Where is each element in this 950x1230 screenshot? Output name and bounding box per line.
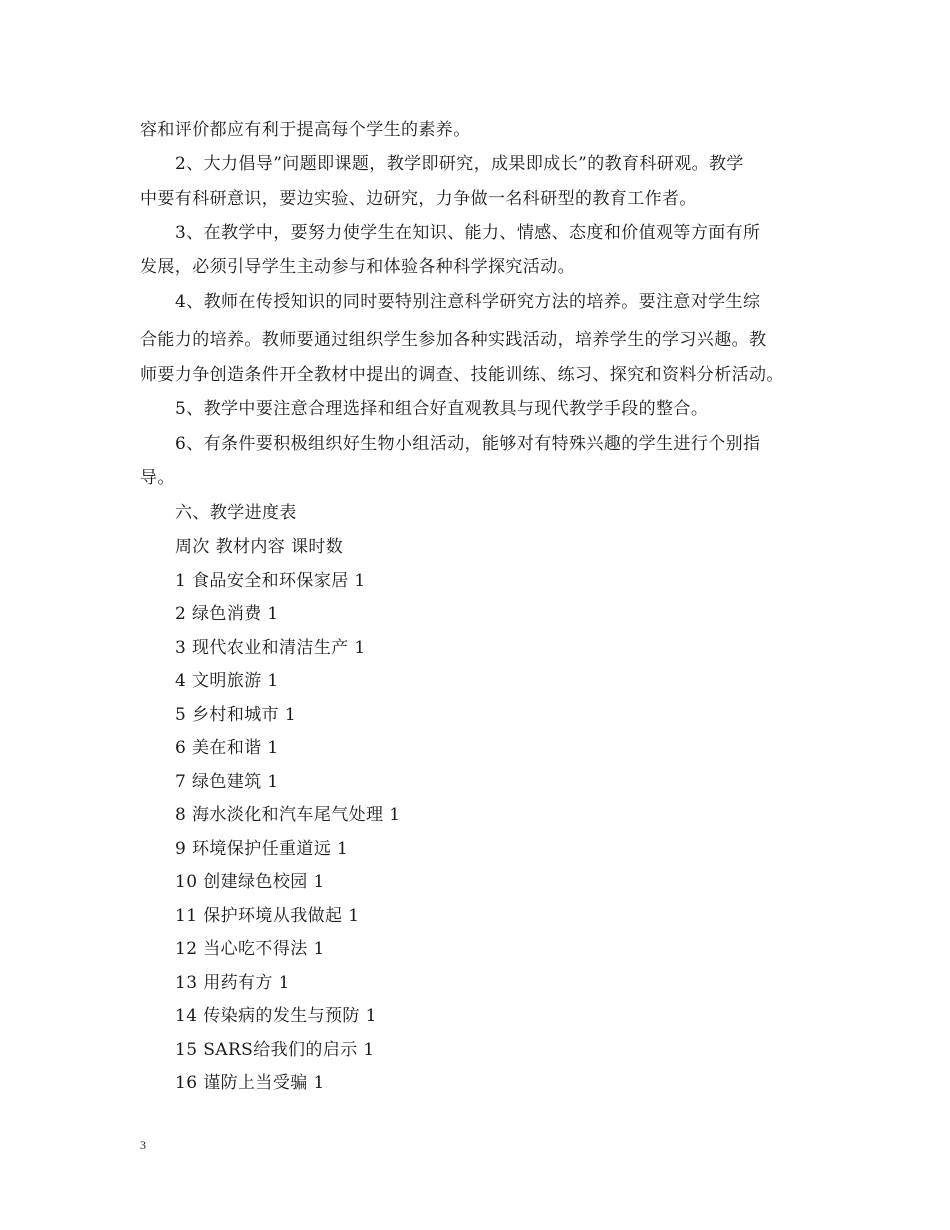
page-number: 3 [140, 1138, 146, 1152]
schedule-row: 5 乡村和城市 1 [175, 705, 297, 725]
body-line: 3、在教学中，要努力使学生在知识、能力、情感、态度和价值观等方面有所 [175, 223, 761, 243]
schedule-row: 2 绿色消费 1 [175, 604, 279, 624]
schedule-row: 14 传染病的发生与预防 1 [175, 1006, 377, 1026]
schedule-row: 8 海水淡化和汽车尾气处理 1 [175, 805, 401, 825]
schedule-header: 周次 教材内容 课时数 [175, 537, 344, 557]
schedule-row: 9 环境保护任重道远 1 [175, 839, 349, 859]
body-line: 发展，必须引导学生主动参与和体验各种科学探究活动。 [140, 257, 575, 277]
body-line: 4、教师在传授知识的同时要特别注意科学研究方法的培养。要注意对学生综 [175, 292, 761, 312]
body-line: 2、大力倡导”问题即课题，教学即研究，成果即成长”的教育科研观。教学 [175, 154, 744, 174]
schedule-row: 11 保护环境从我做起 1 [175, 906, 360, 926]
schedule-row: 1 食品安全和环保家居 1 [175, 571, 366, 591]
schedule-row: 10 创建绿色校园 1 [175, 872, 325, 892]
body-line: 中要有科研意识，要边实验、边研究，力争做一名科研型的教育工作者。 [140, 189, 697, 209]
schedule-row: 6 美在和谐 1 [175, 738, 279, 758]
schedule-row: 3 现代农业和清洁生产 1 [175, 638, 366, 658]
body-line: 5、教学中要注意合理选择和组合好直观教具与现代教学手段的整合。 [175, 399, 709, 419]
schedule-row: 15 SARS给我们的启示 1 [175, 1040, 375, 1060]
schedule-row: 13 用药有方 1 [175, 973, 290, 993]
schedule-row: 7 绿色建筑 1 [175, 772, 279, 792]
body-line: 师要力争创造条件开全教材中提出的调查、技能训练、练习、探究和资料分析活动。 [140, 365, 784, 385]
body-line: 6、有条件要积极组织好生物小组活动，能够对有特殊兴趣的学生进行个别指 [175, 434, 761, 454]
body-line: 导。 [140, 468, 175, 488]
body-line: 容和评价都应有利于提高每个学生的素养。 [140, 120, 471, 140]
schedule-row: 12 当心吃不得法 1 [175, 939, 325, 959]
schedule-row: 16 谨防上当受骗 1 [175, 1073, 325, 1093]
section-title: 六、教学进度表 [175, 503, 297, 523]
schedule-row: 4 文明旅游 1 [175, 671, 279, 691]
body-line: 合能力的培养。教师要通过组织学生参加各种实践活动，培养学生的学习兴趣。教 [140, 330, 767, 350]
